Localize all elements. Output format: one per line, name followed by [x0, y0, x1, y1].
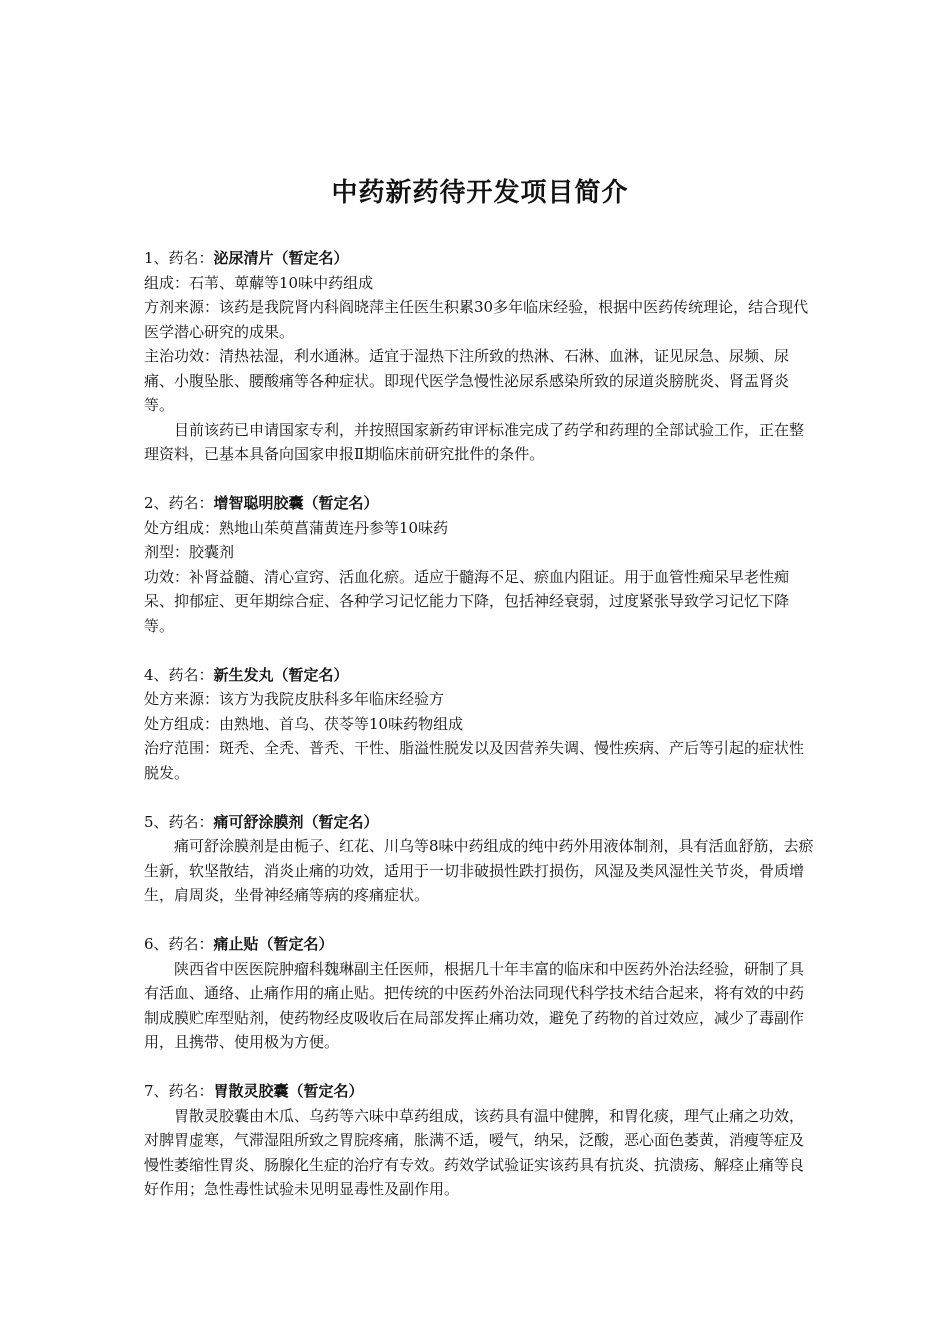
- drug-heading: [144, 491, 816, 516]
- drug-name: 增智聪明胶囊（暂定名）: [213, 494, 379, 512]
- drug-detail-line: 方剂来源：该药是我院肾内科阎晓萍主任医生积累30多年临床经验，根据中医药传统理论，结合现代医学潜心研究的成果。: [144, 298, 809, 341]
- drug-detail-line: 组成：石苇、萆薢等10味中药组成: [144, 273, 374, 292]
- drug-number-label: 2、药名：: [144, 494, 214, 512]
- drug-detail-line: 处方组成：熟地山茱萸菖蒲黄连丹参等10味药: [144, 518, 449, 537]
- drug-section-4: [144, 663, 816, 786]
- drug-detail-line: 剂型：胶囊剂: [144, 543, 235, 561]
- drug-heading: [144, 810, 816, 835]
- drug-section-6: [144, 932, 816, 1055]
- drug-section-5: [144, 810, 816, 908]
- drug-number-label: 1、药名：: [144, 249, 214, 267]
- drug-name: 新生发丸（暂定名）: [213, 665, 349, 684]
- drug-paragraph: 胃散灵胶囊由木瓜、乌药等六味中草药组成，该药具有温中健脾，和胃化痰，理气止痛之功效，对脾胃虚寒，气滞湿阻所致之胃脘疼痛，胀满不适，嗳气，纳呆，泛酸，恶心面色萎黄，消瘦等症及慢性萎缩性胃炎、肠腺化生症的治疗有专效。药效学试验证实该药具有抗炎、抗溃疡、解痉止痛等良好作用；急性毒性试验未见明显毒性及副作用。: [144, 1106, 805, 1198]
- drug-detail-line: 主治功效：清热祛湿，利水通淋。适宜于湿热下注所致的热淋、石淋、血淋，证见尿急、尿频、尿痛、小腹坠胀、腰酸痛等各种症状。即现代医学急慢性泌尿系感染所致的尿道炎膀胱炎、肾盂肾炎等。: [144, 347, 790, 414]
- drug-paragraph: 痛可舒涂膜剂是由栀子、红花、川乌等8味中药组成的纯中药外用液体制剂，具有活血舒筋，去瘀生新，软坚散结，消炎止痛的功效，适用于一切非破损性跌打损伤，风湿及类风湿性关节炎，骨质增生，肩周炎，坐骨神经痛等病的疼痛症状。: [144, 837, 814, 904]
- drug-number-label: 4、药名：: [144, 665, 214, 684]
- document-page: [144, 176, 816, 1226]
- drug-number-label: 7、药名：: [144, 1082, 214, 1100]
- drug-number-label: 5、药名：: [144, 812, 214, 831]
- drug-number-label: 6、药名：: [144, 935, 214, 953]
- drug-paragraph: 陕西省中医医院肿瘤科魏琳副主任医师，根据几十年丰富的临床和中医药外治法经验，研制了具有活血、通络、止痛作用的痛止贴。把传统的中医药外治法同现代科学技术结合起来，将有效的中药制成膜贮库型贴剂，使药物经皮吸收后在局部发挥止痛功效，避免了药物的首过效应，减少了毒副作用，且携带、使用极为方便。: [144, 959, 805, 1051]
- drug-detail-line: 功效：补肾益髓、清心宣窍、活血化瘀。适应于髓海不足、瘀血内阻证。用于血管性痴呆早老性痴呆、抑郁症、更年期综合症、各种学习记忆能力下降，包括神经衰弱，过度紧张导致学习记忆下降等。: [144, 567, 790, 635]
- drug-section-1: [144, 246, 816, 467]
- drug-heading: [144, 1079, 816, 1104]
- drug-detail-line: 治疗范围：斑秃、全秃、普秃、干性、脂溢性脱发以及因营养失调、慢性疾病、产后等引起的症状性脱发。: [144, 739, 805, 782]
- drug-name: 痛止贴（暂定名）: [213, 935, 334, 953]
- drug-name: 痛可舒涂膜剂（暂定名）: [213, 812, 379, 831]
- document-title: 中药新药待开发项目简介: [331, 178, 629, 208]
- drug-name: 泌尿清片（暂定名）: [213, 249, 349, 267]
- drug-detail-line: 处方组成：由熟地、首乌、茯苓等10味药物组成: [144, 714, 464, 733]
- drug-paragraph: 目前该药已申请国家专利，并按照国家新药审评标准完成了药学和药理的全部试验工作，正在整理资料，已基本具备向国家申报Ⅱ期临床前研究批件的条件。: [144, 420, 805, 463]
- drug-detail-line: 处方来源：该方为我院皮肤科多年临床经验方: [144, 690, 445, 708]
- drug-section-2: [144, 491, 816, 638]
- drug-heading: [144, 663, 816, 688]
- drug-name: 胃散灵胶囊（暂定名）: [213, 1082, 364, 1100]
- drug-heading: [144, 246, 816, 271]
- drug-section-7: [144, 1079, 816, 1202]
- drug-heading: [144, 932, 816, 957]
